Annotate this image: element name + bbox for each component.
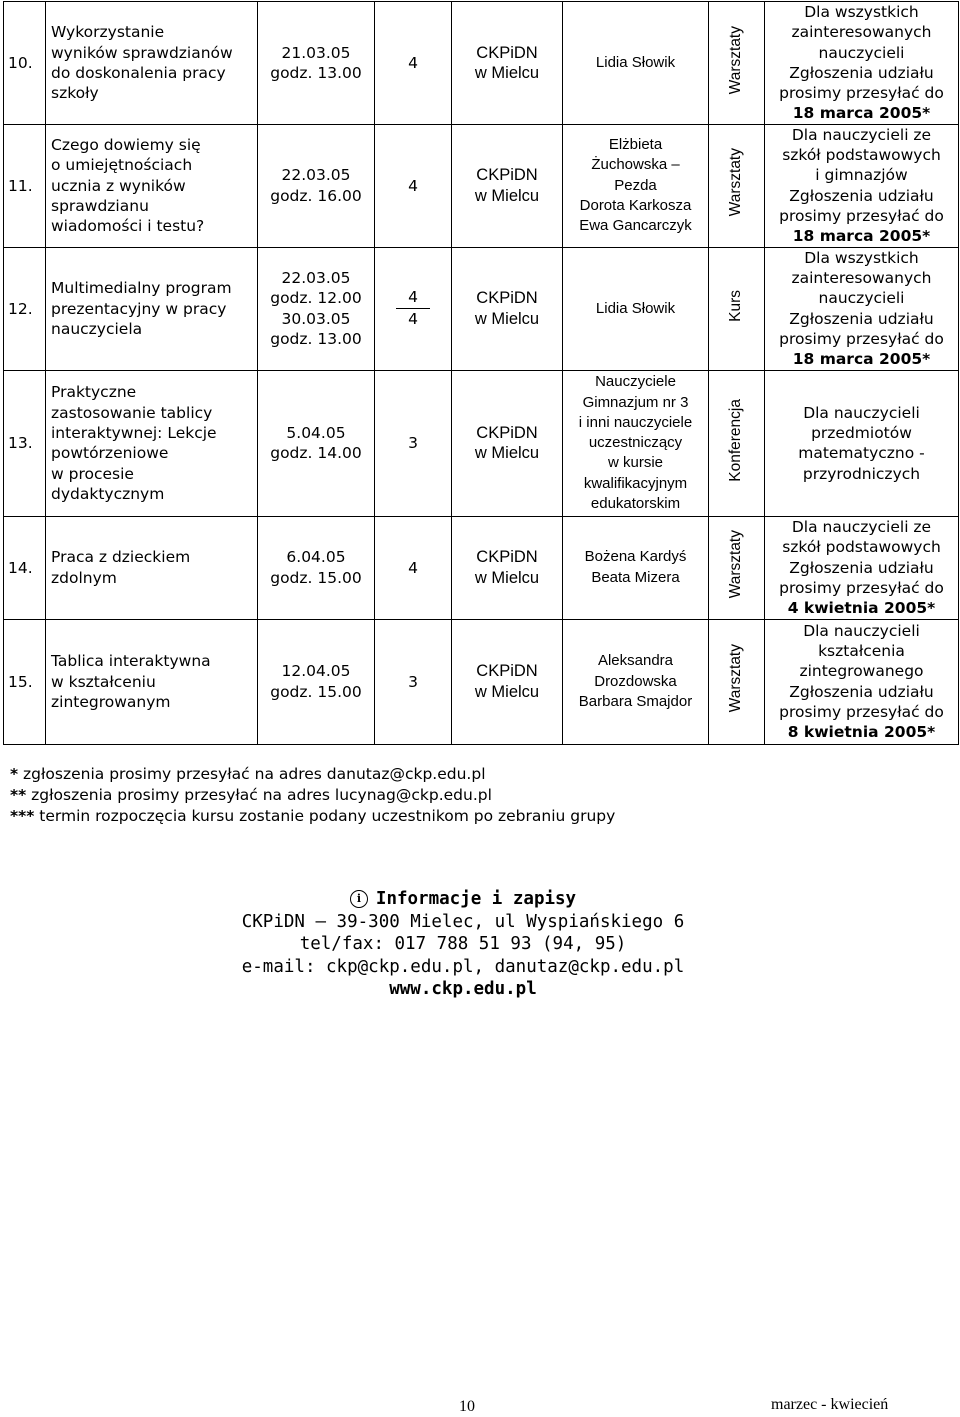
deadline-date: 18 marca 2005* [792,350,931,369]
leader-line: Dorota Karkosza [579,196,692,214]
hours-cell [375,124,452,247]
leader-line: Lidia Słowik [595,299,676,317]
footnote-mark: *** [10,807,35,825]
form-cell [709,247,765,370]
form-cell [709,124,765,247]
row-number: 14. [4,516,46,619]
date-cell [258,516,375,619]
hours-cell [375,516,452,619]
topic-line: powtórzeniowe [51,444,169,463]
audience-line: Zgłoszenia udziału [789,682,934,701]
audience-cell [765,2,959,125]
audience-line: matematyczno - [798,444,925,463]
audience-line: prosimy przesyłać do [779,578,944,597]
info-title-line [0,888,926,911]
audience-line: zainteresowanych [791,269,932,288]
table-row [4,619,959,744]
leader-line: Barbara Smajdor [578,692,693,710]
place-line: CKPiDN [476,166,538,185]
place-line: CKPiDN [476,548,538,567]
date-line: godz. 16.00 [270,186,362,205]
leader-line: Ewa Gancarczyk [579,217,692,235]
date-line: godz. 13.00 [270,63,362,82]
topic-line: Praca z dzieckiem [51,548,191,567]
row-number: 11. [4,124,46,247]
period-label: marzec - kwiecień [771,1396,889,1413]
form-label: Warsztaty [727,25,745,94]
leader-line: Beata Mizera [591,568,680,586]
form-cell [709,619,765,744]
row-number: 10. [4,2,46,125]
deadline-date: 18 marca 2005* [792,104,931,123]
place-line: w Mielcu [474,63,540,82]
hours-value: 4 [408,53,418,72]
hours-cell [375,370,452,516]
audience-line: przyrodniczych [802,464,921,483]
place-line: CKPiDN [476,43,538,62]
leader-line: Aleksandra [597,652,674,670]
audience-line: szkół podstawowych [782,146,941,165]
topic-line: do doskonalenia pracy [51,63,226,82]
contact-info [0,888,926,1001]
leader-line: Bożena Kardyś [584,548,687,566]
leader-line: Nauczyciele [595,373,676,391]
place-line: CKPiDN [476,662,538,681]
row-number: 13. [4,370,46,516]
audience-cell [765,247,959,370]
topic-line: Multimedialny program [51,279,232,298]
table-row [4,247,959,370]
topic-line: Praktyczne [51,383,137,402]
form-cell [709,516,765,619]
audience-line: Dla nauczycieli [803,621,920,640]
date-line: godz. 15.00 [270,682,362,701]
audience-line: Dla nauczycieli [803,403,920,422]
place-line: w Mielcu [474,568,540,587]
footnotes [10,764,615,827]
leaders-cell [563,247,709,370]
date-cell [258,370,375,516]
form-cell [709,370,765,516]
topic-cell [46,247,258,370]
date-line: 22.03.05 [281,166,351,185]
info-email[interactable]: e-mail: ckp@ckp.edu.pl, danutaz@ckp.edu.pl [241,956,685,977]
leader-line: i inni nauczyciele [578,413,693,431]
place-cell [452,124,563,247]
audience-line: i gimnazjów [815,166,908,185]
audience-cell [765,370,959,516]
audience-line: nauczycieli [818,43,905,62]
leader-line: Lidia Słowik [595,53,676,71]
form-label: Warsztaty [727,530,745,599]
date-line: godz. 14.00 [270,444,362,463]
place-cell [452,516,563,619]
date-cell [258,2,375,125]
place-line: w Mielcu [474,186,540,205]
audience-line: szkół podstawowych [782,538,941,557]
leader-line: w kursie [607,454,663,472]
footnote-1 [10,764,615,785]
hours-value: 4 [408,176,418,195]
date-line: 6.04.05 [286,548,346,567]
table-row [4,124,959,247]
topic-cell [46,124,258,247]
topic-line: wyników sprawdzianów [51,43,233,62]
topic-line: zastosowanie tablicy [51,403,213,422]
topic-line: o umiejętnościach [51,156,193,175]
topic-line: Wykorzystanie [51,23,165,42]
topic-line: prezentacyjny w pracy [51,299,227,318]
place-line: w Mielcu [474,309,540,328]
audience-line: Zgłoszenia udziału [789,309,934,328]
leaders-cell [563,516,709,619]
audience-line: Dla nauczycieli ze [791,125,932,144]
topic-line: Czego dowiemy się [51,136,201,155]
date-line: 21.03.05 [281,43,351,62]
audience-line: prosimy przesyłać do [779,703,944,722]
topic-line: sprawdzianu [51,196,149,215]
leader-line: edukatorskim [590,495,681,513]
hours-cell [375,2,452,125]
topic-cell [46,516,258,619]
topic-line: szkoły [51,84,99,103]
hours-cell [375,619,452,744]
date-line: 12.04.05 [281,662,351,681]
row-number: 12. [4,247,46,370]
leader-line: Drozdowska [594,672,677,690]
place-line: CKPiDN [476,289,538,308]
audience-line: Dla wszystkich [804,3,919,21]
leaders-cell [563,370,709,516]
topic-cell [46,619,258,744]
page-number: 10 [459,1398,475,1415]
hours-cell [375,247,452,370]
topic-cell [46,370,258,516]
hours-value: 3 [408,434,418,453]
form-label: Warsztaty [727,148,745,217]
info-icon: i [350,890,368,908]
form-cell [709,2,765,125]
footnote-text: zgłoszenia prosimy przesyłać na adres lucynag@ckp.edu.pl [26,786,492,804]
footnote-mark: ** [10,786,27,804]
hours-value: 4 [408,288,418,307]
date-cell [258,124,375,247]
audience-cell [765,619,959,744]
info-title: Informacje i zapisy [375,889,577,909]
leader-line: Pezda [614,176,657,194]
hours-divider [396,308,430,309]
topic-line: w kształceniu [51,672,156,691]
audience-line: prosimy przesyłać do [779,84,944,103]
place-line: w Mielcu [474,444,540,463]
topic-line: nauczyciela [51,319,143,338]
hours-value: 4 [408,310,418,329]
place-line: w Mielcu [474,682,540,701]
audience-line: Zgłoszenia udziału [789,63,934,82]
table-row [4,370,959,516]
audience-line: nauczycieli [818,289,905,308]
topic-cell [46,2,258,125]
audience-cell [765,516,959,619]
leaders-cell [563,619,709,744]
date-line: godz. 12.00 [270,289,362,308]
place-cell [452,619,563,744]
audience-cell [765,124,959,247]
leader-line: Żuchowska – [591,156,680,174]
deadline-date: 4 kwietnia 2005* [787,599,936,618]
leaders-cell [563,124,709,247]
form-label: Kurs [727,289,745,322]
audience-line: Zgłoszenia udziału [789,558,934,577]
deadline-date: 8 kwietnia 2005* [787,723,936,742]
date-line: 30.03.05 [281,309,351,328]
footnote-text: zgłoszenia prosimy przesyłać na adres danutaz@ckp.edu.pl [18,765,486,783]
date-line: 5.04.05 [286,423,346,442]
audience-line: kształcenia [818,642,905,661]
topic-line: zdolnym [51,568,117,587]
audience-line: Dla wszystkich [804,248,919,267]
topic-line: interaktywnej: Lekcje [51,423,217,442]
table-row [4,516,959,619]
leader-line: Elżbieta [608,136,663,154]
date-cell [258,619,375,744]
footnote-3 [10,806,615,827]
leader-line: Gimnazjum nr 3 [582,393,689,411]
audience-line: zintegrowanego [799,662,924,681]
footnote-text: termin rozpoczęcia kursu zostanie podany uczestnikom po zebraniu grupy [34,807,616,825]
audience-line: przedmiotów [811,423,912,442]
audience-line: Dla nauczycieli ze [791,518,932,537]
row-number: 15. [4,619,46,744]
leaders-cell [563,2,709,125]
date-line: godz. 13.00 [270,330,362,349]
leader-line: uczestniczący [588,434,683,452]
place-cell [452,370,563,516]
date-line: godz. 15.00 [270,568,362,587]
footnote-2 [10,785,615,806]
leader-line: kwalifikacyjnym [583,474,688,492]
place-cell [452,2,563,125]
form-label: Konferencja [727,398,745,482]
footnote-mark: * [10,765,19,783]
audience-line: Zgłoszenia udziału [789,186,934,205]
deadline-date: 18 marca 2005* [792,227,931,246]
date-line: 22.03.05 [281,269,351,288]
place-line: CKPiDN [476,423,538,442]
schedule-table [3,1,959,745]
form-label: Warsztaty [727,644,745,713]
topic-line: dydaktycznym [51,484,165,503]
info-phone: tel/fax: 017 788 51 93 (94, 95) [299,934,627,954]
topic-line: w procesie [51,464,134,483]
topic-line: ucznia z wyników [51,176,186,195]
place-cell [452,247,563,370]
table-row [4,2,959,125]
topic-line: zintegrowanym [51,692,171,711]
topic-line: Tablica interaktywna [51,652,211,671]
audience-line: prosimy przesyłać do [779,207,944,226]
date-cell [258,247,375,370]
info-address: CKPiDN – 39-300 Mielec, ul Wyspiańskiego 6 [241,911,685,932]
hours-value: 4 [408,558,418,577]
audience-line: zainteresowanych [791,23,932,42]
audience-line: prosimy przesyłać do [779,330,944,349]
topic-line: wiadomości i testu? [51,217,205,236]
hours-value: 3 [408,672,418,691]
info-website[interactable]: www.ckp.edu.pl [389,979,537,999]
